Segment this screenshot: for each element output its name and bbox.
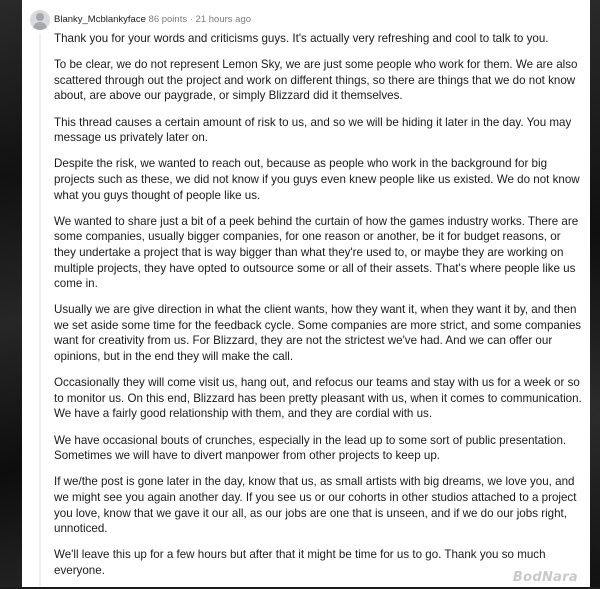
avatar-body (33, 22, 47, 30)
comment-paragraph: If we/the post is gone later in the day, know that us, as small artists with big dreams, we love you, and we might see you again another day. If you see us or our cohorts in other studios attached to a project you love, know that we gave it our all, as our jobs are one that is unseen, and if we do our jobs right, unnoticed. (54, 475, 577, 536)
dark-background-right (590, 0, 600, 587)
comment-paragraph: We wanted to share just a bit of a peek behind the curtain of how the games industry works. There are some companies, usually bigger companies, for one reason or another, be it for budget reasons, or they undertake a project that is way bigger than what they're used to, or maybe they are working on multiple projects, they have opted to outsource some or all of their assets. That's where people like us come in. (54, 214, 579, 291)
user-avatar-icon[interactable] (30, 10, 50, 30)
watermark-logo: BodNara (512, 570, 578, 585)
comment-paragraph: Thank you for your words and criticisms guys. It's actually very refreshing and cool to talk to you. (54, 32, 549, 45)
comment-paragraph: Usually we are give direction in what the client wants, how they want it, when they want it by, and then we set aside some time for the feedback cycle. Some companies are more strict, and some companies want for creativity from us. For Blizzard, they are not the strictest we've had. And we can offer our opinions, but in the end they will make the call. (54, 303, 582, 364)
comment-paragraph: To be clear, we do not represent Lemon Sky, we are just some people who work for them. We are also scattered through out the project and work on different things, so there are things that we do not know about, are above our paygrade, or simply Blizzard did it themselves. (54, 58, 578, 103)
dark-background-left (0, 0, 22, 587)
comment-card (22, 0, 590, 587)
comment-points: 86 points (148, 14, 188, 25)
avatar-head (36, 13, 44, 21)
comment-author[interactable]: Blanky_Mcblankyface (54, 14, 146, 25)
comment-paragraph: This thread causes a certain amount of risk to us, and so we will be hiding it later in the day. You may message us privately later on. (54, 115, 572, 145)
comment-body (54, 31, 584, 589)
comment-time[interactable]: 21 hours ago (195, 14, 252, 25)
comment-paragraph: Occasionally they will come visit us, hang out, and refocus our teams and stay with us for a week or so to monitor us. On this end, Blizzard has been pretty pleasant with us, when it comes to communication. We have a fairly good relationship with them, and they are cordial with us. (54, 376, 582, 421)
meta-separator: · (189, 14, 193, 25)
comment-paragraph: We'll leave this up for a few hours but after that it might be time for us to go. Thank you so much everyone. (54, 548, 546, 577)
comment-paragraph: Despite the risk, we wanted to reach out, because as people who work in the background for big projects such as these, we did not know if you guys even knew people like us existed. We do not know what you guys thought of people like us. (54, 157, 580, 202)
thread-collapse-line[interactable] (39, 34, 41, 587)
comment-paragraph: We have occasional bouts of crunches, especially in the lead up to some sort of public presentation. Sometimes we will have to divert manpower from other projects to keep up. (54, 433, 567, 463)
comment-meta (54, 14, 251, 25)
